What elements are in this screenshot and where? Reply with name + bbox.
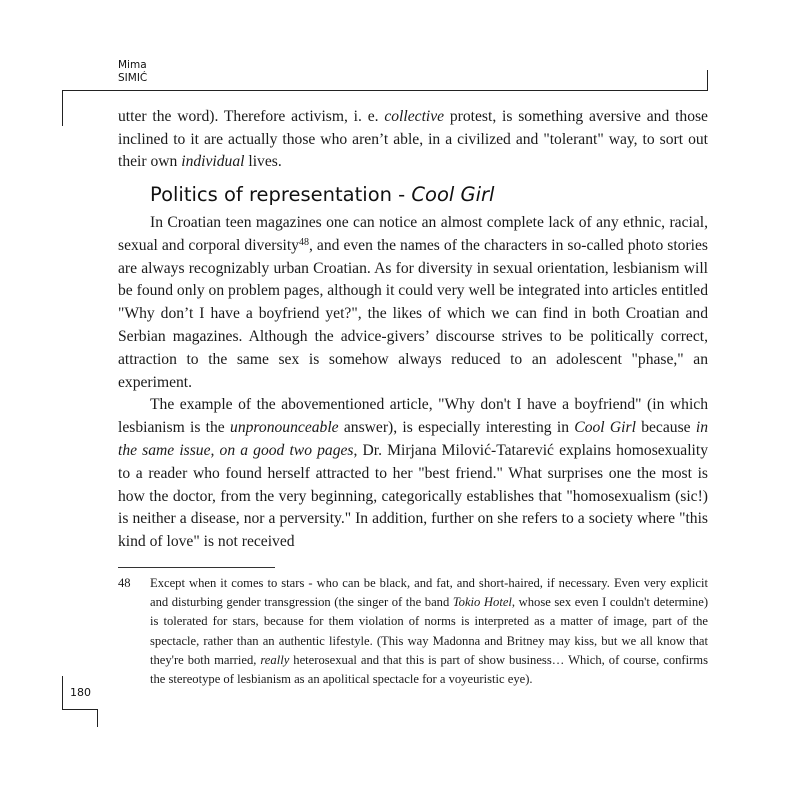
para2-emphasis-3: in the same issue, on a good two pages	[118, 419, 708, 459]
footnote-separator	[118, 567, 275, 568]
main-body	[118, 212, 708, 554]
running-header-author	[118, 59, 147, 85]
para2-emphasis-2: Cool Girl	[574, 419, 636, 437]
header-rule	[62, 90, 708, 91]
author-last-name: SIMIĆ	[118, 72, 148, 84]
section-heading-text: Politics of representation -	[150, 183, 412, 206]
header-rule-right-tick	[707, 70, 708, 91]
page-number-rule-horizontal	[62, 709, 98, 710]
para1-text-1: In Croatian teen magazines one can notice an almost complete lack of any ethnic, racial, sexual and corporal diversity	[118, 214, 708, 254]
header-rule-left-tick	[62, 90, 63, 126]
intro-text-1: utter the word). Therefore activism, i. e.	[118, 108, 385, 125]
footnote-number: 48	[118, 576, 131, 590]
para2-emphasis-1: unpronounceable	[230, 419, 339, 437]
para1-text-2: , and even the names of the characters in so-called photo stories are always recognizably urban Croatian. As for diversity in sexual orientation, lesbianism will be found only on problem pages, although it could very well be integrated into articles entitled "Why don’t I have a boyfriend yet?", the likes of which we can find in both Croatian and Serbian magazines. Although the advice-givers’ discourse strives to be politically correct, attraction to the same sex is somehow always reduced to an adolescent "phase," an experiment.	[118, 236, 708, 391]
paragraph-2	[118, 394, 708, 554]
footnote-text-1: Except when it comes to stars - who can be black, and fat, and short-haired, if necessary. Even very explicit and disturbing gender transgression (the singer of the band	[150, 576, 708, 610]
para2-text-4: , Dr. Mirjana Milović-Tatarević explains homosexuality to a reader who found herself attracted to her "best friend." What surprises one the most is how the doctor, from the very beginning, categorically establishes that "homosexualism (sic!) is neither a disease, nor a perversity." In addition, further on she refers to a society where "this kind of love" is not received	[118, 441, 708, 551]
page-number-rule-vertical	[62, 676, 63, 710]
footnote-reference: 48	[298, 236, 309, 248]
page-number: 180	[70, 686, 91, 699]
footnote-emphasis-2: really	[260, 652, 290, 667]
footnote-text-3: heterosexual and that this is part of show business… Which, of course, confirms the stereotype of lesbianism as an apolitical spectacle for a voyeuristic eye).	[150, 652, 708, 687]
footnote-text-2: , whose sex even I couldn't determine) is tolerated for stars, because for them violation of norms is interpreted as a matter of image, part of the spectacle, rather than an authentic lifestyle. (This way Madonna and Britney may kiss, but we all know that they're both married,	[150, 595, 709, 667]
intro-paragraph	[118, 106, 708, 174]
para2-text-2: answer), is especially interesting in	[338, 419, 575, 437]
paragraph-1	[118, 212, 708, 394]
para2-text-3: because	[635, 419, 696, 437]
intro-emphasis-collective: collective	[384, 108, 445, 125]
footnote-emphasis-1: Tokio Hotel	[452, 595, 512, 610]
section-heading-emphasis: Cool Girl	[411, 183, 495, 206]
para2-text-1: The example of the abovementioned article, "Why don't I have a boyfriend" (in which lesbianism is the	[118, 396, 708, 437]
footnote-text	[150, 574, 708, 689]
section-heading	[150, 183, 494, 206]
author-first-name: Mima	[118, 59, 147, 71]
intro-emphasis-individual: individual	[181, 153, 245, 170]
intro-text-2: protest, is something aversive and those inclined to it are actually those who aren’t able, in a civilized and "tolerant" way, to sort out their own	[118, 108, 708, 170]
intro-text-3: lives.	[244, 153, 282, 170]
footnote	[118, 574, 708, 689]
page-number-rule-tick	[97, 709, 98, 727]
